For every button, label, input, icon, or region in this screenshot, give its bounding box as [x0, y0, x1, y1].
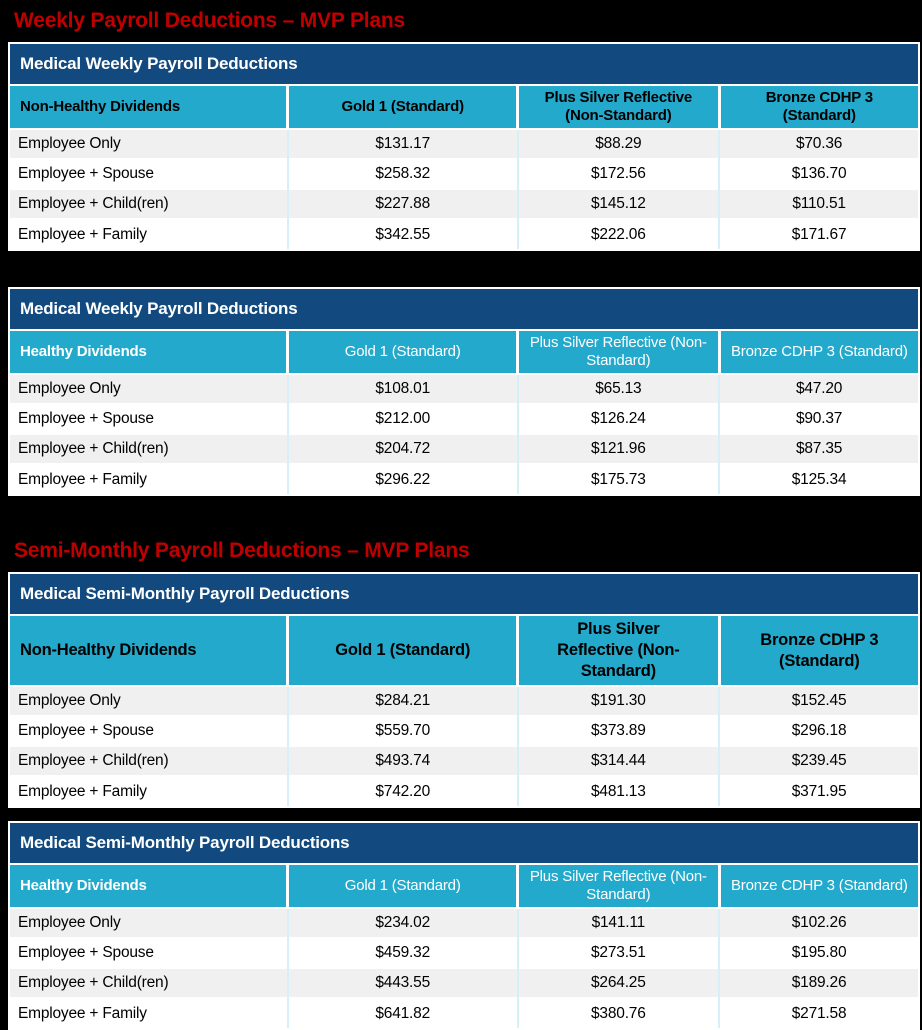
table-row	[10, 434, 918, 464]
plan-column-header: Gold 1 (Standard)	[288, 864, 518, 908]
plan-column-header: Bronze CDHP 3 (Standard)	[719, 85, 918, 129]
amount-cell: $70.36	[719, 129, 918, 159]
table-title-bar: Medical Semi-Monthly Payroll Deductions	[10, 574, 918, 614]
plan-column-header: Plus Silver Reflective (Non-Standard)	[518, 330, 720, 374]
table-row	[10, 464, 918, 494]
table-title-bar: Medical Weekly Payroll Deductions	[10, 44, 918, 84]
deductions-grid	[10, 84, 918, 249]
amount-cell: $110.51	[719, 189, 918, 219]
amount-cell: $88.29	[518, 129, 720, 159]
plan-column-header: Plus Silver Reflective (Non-Standard)	[518, 85, 720, 129]
table-row	[10, 908, 918, 938]
amount-cell: $284.21	[288, 686, 518, 716]
dividends-column-header: Non-Healthy Dividends	[10, 85, 288, 129]
semimonthly-healthy-table	[8, 821, 920, 1030]
table-row	[10, 746, 918, 776]
deductions-grid	[10, 329, 918, 494]
table-row	[10, 938, 918, 968]
plan-column-header: Gold 1 (Standard)	[288, 330, 518, 374]
amount-cell: $195.80	[719, 938, 918, 968]
weekly-healthy-table	[8, 287, 920, 496]
amount-cell: $459.32	[288, 938, 518, 968]
amount-cell: $296.18	[719, 716, 918, 746]
deductions-grid	[10, 863, 918, 1028]
coverage-tier-cell: Employee + Family	[10, 464, 288, 494]
amount-cell: $102.26	[719, 908, 918, 938]
amount-cell: $258.32	[288, 159, 518, 189]
column-header-row	[10, 85, 918, 129]
weekly-deductions-section	[0, 0, 922, 496]
coverage-tier-cell: Employee + Family	[10, 998, 288, 1028]
amount-cell: $373.89	[518, 716, 720, 746]
amount-cell: $172.56	[518, 159, 720, 189]
amount-cell: $125.34	[719, 464, 918, 494]
amount-cell: $121.96	[518, 434, 720, 464]
amount-cell: $371.95	[719, 776, 918, 806]
coverage-tier-cell: Employee + Family	[10, 776, 288, 806]
dividends-column-header: Healthy Dividends	[10, 864, 288, 908]
plan-column-header: Gold 1 (Standard)	[288, 615, 518, 686]
amount-cell: $126.24	[518, 404, 720, 434]
amount-cell: $212.00	[288, 404, 518, 434]
coverage-tier-cell: Employee Only	[10, 374, 288, 404]
coverage-tier-cell: Employee + Child(ren)	[10, 189, 288, 219]
amount-cell: $189.26	[719, 968, 918, 998]
amount-cell: $131.17	[288, 129, 518, 159]
section-heading-semimonthly: Semi-Monthly Payroll Deductions – MVP Plans	[14, 539, 470, 562]
coverage-tier-cell: Employee + Child(ren)	[10, 968, 288, 998]
coverage-tier-cell: Employee Only	[10, 129, 288, 159]
section-heading-weekly: Weekly Payroll Deductions – MVP Plans	[14, 9, 405, 32]
amount-cell: $87.35	[719, 434, 918, 464]
semimonthly-non-healthy-table	[8, 572, 920, 808]
coverage-tier-cell: Employee Only	[10, 908, 288, 938]
table-row	[10, 968, 918, 998]
amount-cell: $191.30	[518, 686, 720, 716]
table-row	[10, 219, 918, 249]
table-row	[10, 686, 918, 716]
plan-column-header: Bronze CDHP 3 (Standard)	[719, 330, 918, 374]
amount-cell: $271.58	[719, 998, 918, 1028]
column-header-row	[10, 615, 918, 686]
amount-cell: $234.02	[288, 908, 518, 938]
semimonthly-deductions-section	[0, 496, 922, 1030]
amount-cell: $342.55	[288, 219, 518, 249]
table-row	[10, 374, 918, 404]
amount-cell: $222.06	[518, 219, 720, 249]
amount-cell: $152.45	[719, 686, 918, 716]
amount-cell: $443.55	[288, 968, 518, 998]
amount-cell: $204.72	[288, 434, 518, 464]
amount-cell: $65.13	[518, 374, 720, 404]
coverage-tier-cell: Employee + Child(ren)	[10, 434, 288, 464]
amount-cell: $145.12	[518, 189, 720, 219]
amount-cell: $264.25	[518, 968, 720, 998]
plan-column-header: Plus Silver Reflective (Non-Standard)	[518, 864, 720, 908]
amount-cell: $742.20	[288, 776, 518, 806]
table-row	[10, 129, 918, 159]
amount-cell: $108.01	[288, 374, 518, 404]
amount-cell: $47.20	[719, 374, 918, 404]
amount-cell: $481.13	[518, 776, 720, 806]
amount-cell: $175.73	[518, 464, 720, 494]
amount-cell: $239.45	[719, 746, 918, 776]
coverage-tier-cell: Employee + Spouse	[10, 938, 288, 968]
column-header-row	[10, 330, 918, 374]
table-row	[10, 159, 918, 189]
table-row	[10, 776, 918, 806]
amount-cell: $90.37	[719, 404, 918, 434]
table-row	[10, 404, 918, 434]
amount-cell: $171.67	[719, 219, 918, 249]
coverage-tier-cell: Employee + Spouse	[10, 404, 288, 434]
table-title-bar: Medical Weekly Payroll Deductions	[10, 289, 918, 329]
amount-cell: $559.70	[288, 716, 518, 746]
amount-cell: $380.76	[518, 998, 720, 1028]
table-row	[10, 716, 918, 746]
plan-column-header: Gold 1 (Standard)	[288, 85, 518, 129]
table-row	[10, 189, 918, 219]
table-title-bar: Medical Semi-Monthly Payroll Deductions	[10, 823, 918, 863]
amount-cell: $314.44	[518, 746, 720, 776]
column-header-row	[10, 864, 918, 908]
amount-cell: $141.11	[518, 908, 720, 938]
amount-cell: $493.74	[288, 746, 518, 776]
amount-cell: $641.82	[288, 998, 518, 1028]
coverage-tier-cell: Employee + Spouse	[10, 159, 288, 189]
amount-cell: $273.51	[518, 938, 720, 968]
weekly-non-healthy-table	[8, 42, 920, 251]
plan-column-header: Bronze CDHP 3 (Standard)	[719, 864, 918, 908]
coverage-tier-cell: Employee Only	[10, 686, 288, 716]
plan-column-header: Bronze CDHP 3 (Standard)	[719, 615, 918, 686]
dividends-column-header: Non-Healthy Dividends	[10, 615, 288, 686]
coverage-tier-cell: Employee + Child(ren)	[10, 746, 288, 776]
coverage-tier-cell: Employee + Family	[10, 219, 288, 249]
amount-cell: $227.88	[288, 189, 518, 219]
coverage-tier-cell: Employee + Spouse	[10, 716, 288, 746]
plan-column-header: Plus Silver Reflective (Non-Standard)	[518, 615, 720, 686]
dividends-column-header: Healthy Dividends	[10, 330, 288, 374]
amount-cell: $296.22	[288, 464, 518, 494]
deductions-grid	[10, 614, 918, 806]
amount-cell: $136.70	[719, 159, 918, 189]
